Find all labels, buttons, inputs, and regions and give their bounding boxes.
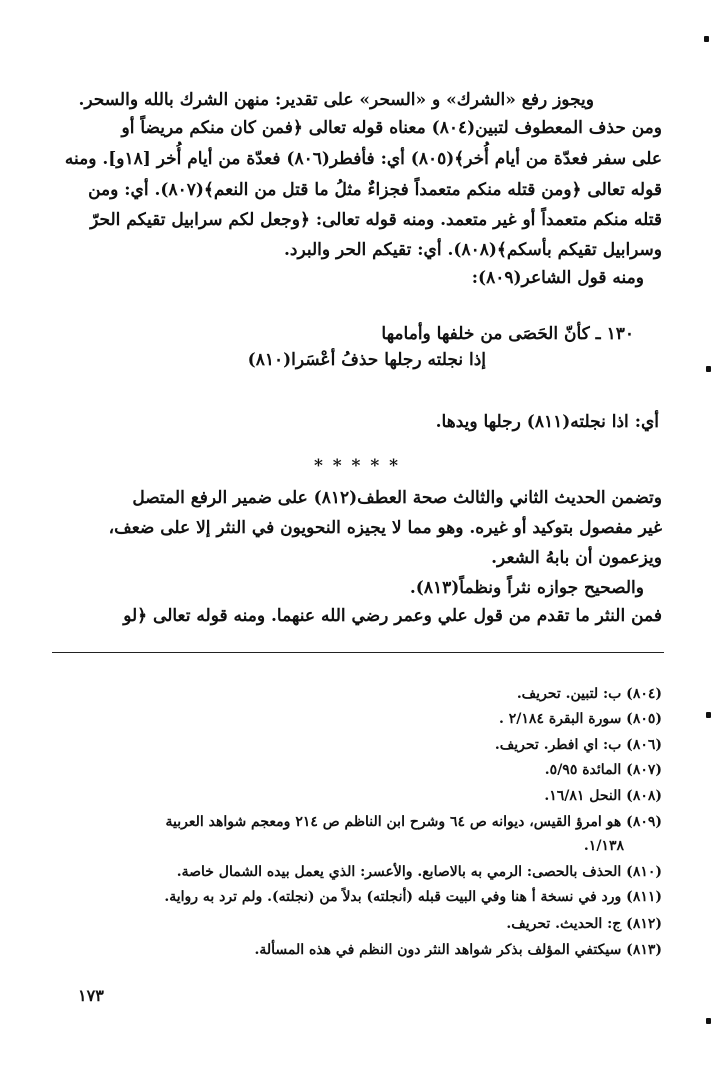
scan-speck	[706, 1018, 711, 1024]
body2-line-5: فمن النثر ما تقدم من قول علي وعمر رضي الله عنهما. ومنه قوله تعالى ﴿لو	[123, 606, 662, 626]
footnote-811: (٨١١) ورد في نسخة أ هنا وفي البيت قبله (أنجلته) بدلاً من (نجلته). ولم ترد به رواية.	[164, 889, 662, 905]
body2-line-4: والصحيح جوازه نثراً ونظماً(٨١٣).	[409, 578, 644, 598]
body-line-1: ويجوز رفع «الشرك» و «السحر» على تقدير: منهن الشرك بالله والسحر.	[78, 90, 594, 110]
verse-hemistich-2: إذا نجلته رجلها حذفُ أعْسَرا(٨١٠)	[247, 350, 486, 370]
footnote-806: (٨٠٦) ب: اي افطر. تحريف.	[494, 737, 662, 753]
body2-line-2: غير مفصول بتوكيد أو غيره. وهو مما لا يجيزه النحويون في النثر إلا على ضعف،	[108, 518, 662, 538]
scan-speck	[706, 712, 711, 718]
footnote-813: (٨١٣) سيكتفي المؤلف بذكر شواهد النثر دون النظم في هذه المسألة.	[254, 942, 662, 958]
body-line-7: ومنه قول الشاعر(٨٠٩):	[471, 268, 644, 288]
body-line-5: قتله منكم متعمداً أو غير متعمد. ومنه قوله تعالى: ﴿وجعل لكم سرابيل تقيكم الحرّ	[90, 210, 662, 230]
footnote-812: (٨١٢) ج: الحديث. تحريف.	[506, 916, 662, 932]
page-number: ١٧٣	[78, 986, 104, 1005]
footnote-804: (٨٠٤) ب: لتبين. تحريف.	[516, 686, 662, 702]
body2-line-1: وتضمن الحديث الثاني والثالث صحة العطف(٨١٢) على ضمير الرفع المتصل	[132, 488, 662, 508]
verse-hemistich-1: ١٣٠ ـ كأنّ الحَصَى من خلفها وأمامها	[381, 324, 634, 344]
footnote-810: (٨١٠) الحذف بالحصى: الرمي به بالاصابع. والأعسر: الذي يعمل بيده الشمال خاصة.	[176, 864, 662, 880]
footnote-805: (٨٠٥) سورة البقرة ٢/١٨٤ .	[499, 711, 662, 727]
body2-line-3: ويزعمون أن بابهُ الشعر.	[491, 548, 662, 568]
body-line-4: قوله تعالى ﴿ومن قتله منكم متعمداً فجزاءٌ مثلُ ما قتل من النعم﴾(٨٠٧). أي: ومن	[88, 180, 662, 200]
footnote-807: (٨٠٧) المائدة ٥/٩٥.	[544, 762, 662, 778]
body-line-3: على سفر فعدّة من أيام أُخر﴾(٨٠٥) أي: فأفطر(٨٠٦) فعدّة من أيام أُخر [١٨و]. ومنه	[64, 149, 662, 169]
scan-speck	[704, 36, 709, 42]
body-line-2: ومن حذف المعطوف لتبين(٨٠٤) معناه قوله تعالى ﴿فمن كان منكم مريضاً أو	[121, 118, 662, 138]
footnote-808: (٨٠٨) النحل ١٦/٨١.	[544, 788, 662, 804]
footnote-809-cont: ١/١٣٨.	[583, 838, 624, 854]
footnote-809: (٨٠٩) هو امرؤ القيس، ديوانه ص ٦٤ وشرح ابن الناظم ص ٢١٤ ومعجم شواهد العربية	[165, 814, 662, 830]
section-separator: * * * * *	[313, 456, 401, 476]
footnote-divider	[52, 652, 664, 653]
scan-speck	[706, 366, 711, 372]
verse-gloss: أي: اذا نجلته(٨١١) رجلها ويدها.	[435, 412, 659, 432]
body-line-6: وسرابيل تقيكم بأسكم﴾(٨٠٨). أي: تقيكم الحر والبرد.	[283, 240, 662, 260]
